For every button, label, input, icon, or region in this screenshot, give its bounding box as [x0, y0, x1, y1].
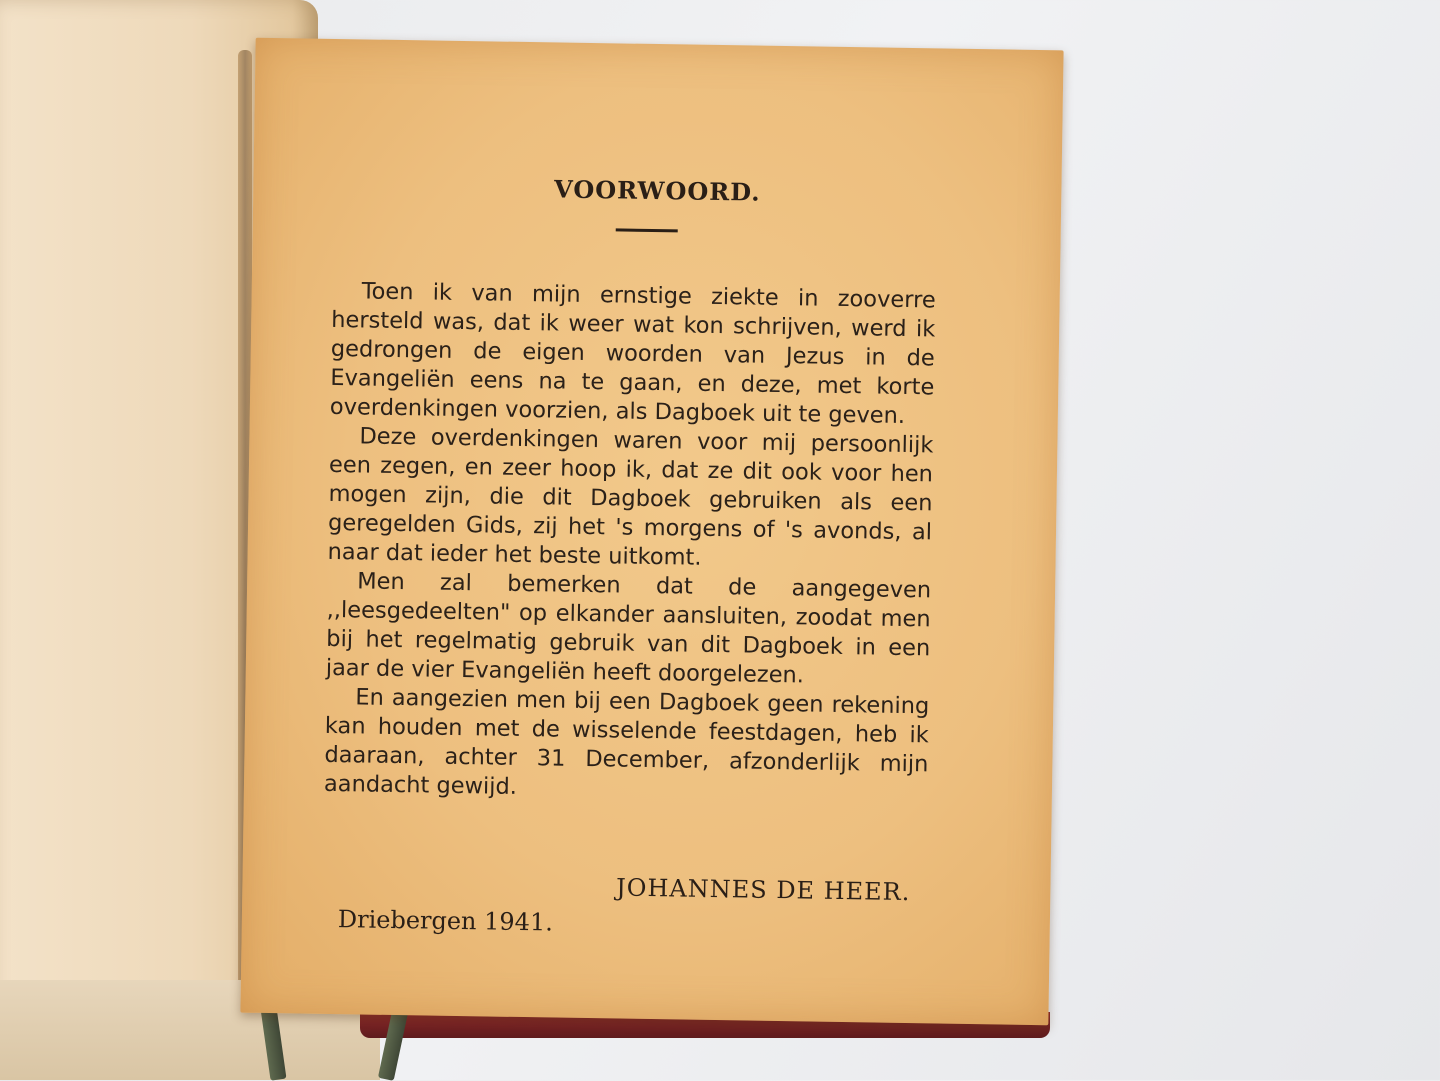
title-rule	[616, 228, 678, 232]
page-title: VOORWOORD.	[553, 174, 761, 207]
paragraph: Men zal bemerken dat de aangegeven ,,leesgedeelten" op elkander aansluiten, zoodat men bij het regelmatig gebruik van dit Dagboek in een jaar de vier Evangeliën heeft doorgelezen.	[325, 568, 932, 689]
paragraph: Deze overdenkingen waren voor mij persoonlijk een zegen, en zeer hoop ik, dat ze dit ook voor hen mogen zijn, die dit Dagboek gebruiken als een geregelden Gids, zij het 's morgens of 's avonds, al naar dat ieder het beste uitkomt.	[327, 423, 934, 571]
paragraph: Toen ik van mijn ernstige ziekte in zooverre hersteld was, dat ik weer wat kon schrijven, werd ik gedrongen de eigen woorden van Jezus in de Evangeliën eens na te gaan, en deze, met korte overdenkingen voorzien, als Dagboek uit te geven.	[329, 278, 936, 429]
author-signature: JOHANNES DE HEER.	[615, 873, 911, 907]
paragraph: En aangezien men bij een Dagboek geen rekening kan houden met de wisselende feestdagen, heb ik daaraan, achter 31 December, afzonderlijk mijn aandacht gewijd.	[323, 684, 930, 800]
book-page	[240, 38, 1063, 1026]
foreword-text	[324, 277, 936, 808]
place-date: Driebergen 1941.	[337, 905, 554, 937]
